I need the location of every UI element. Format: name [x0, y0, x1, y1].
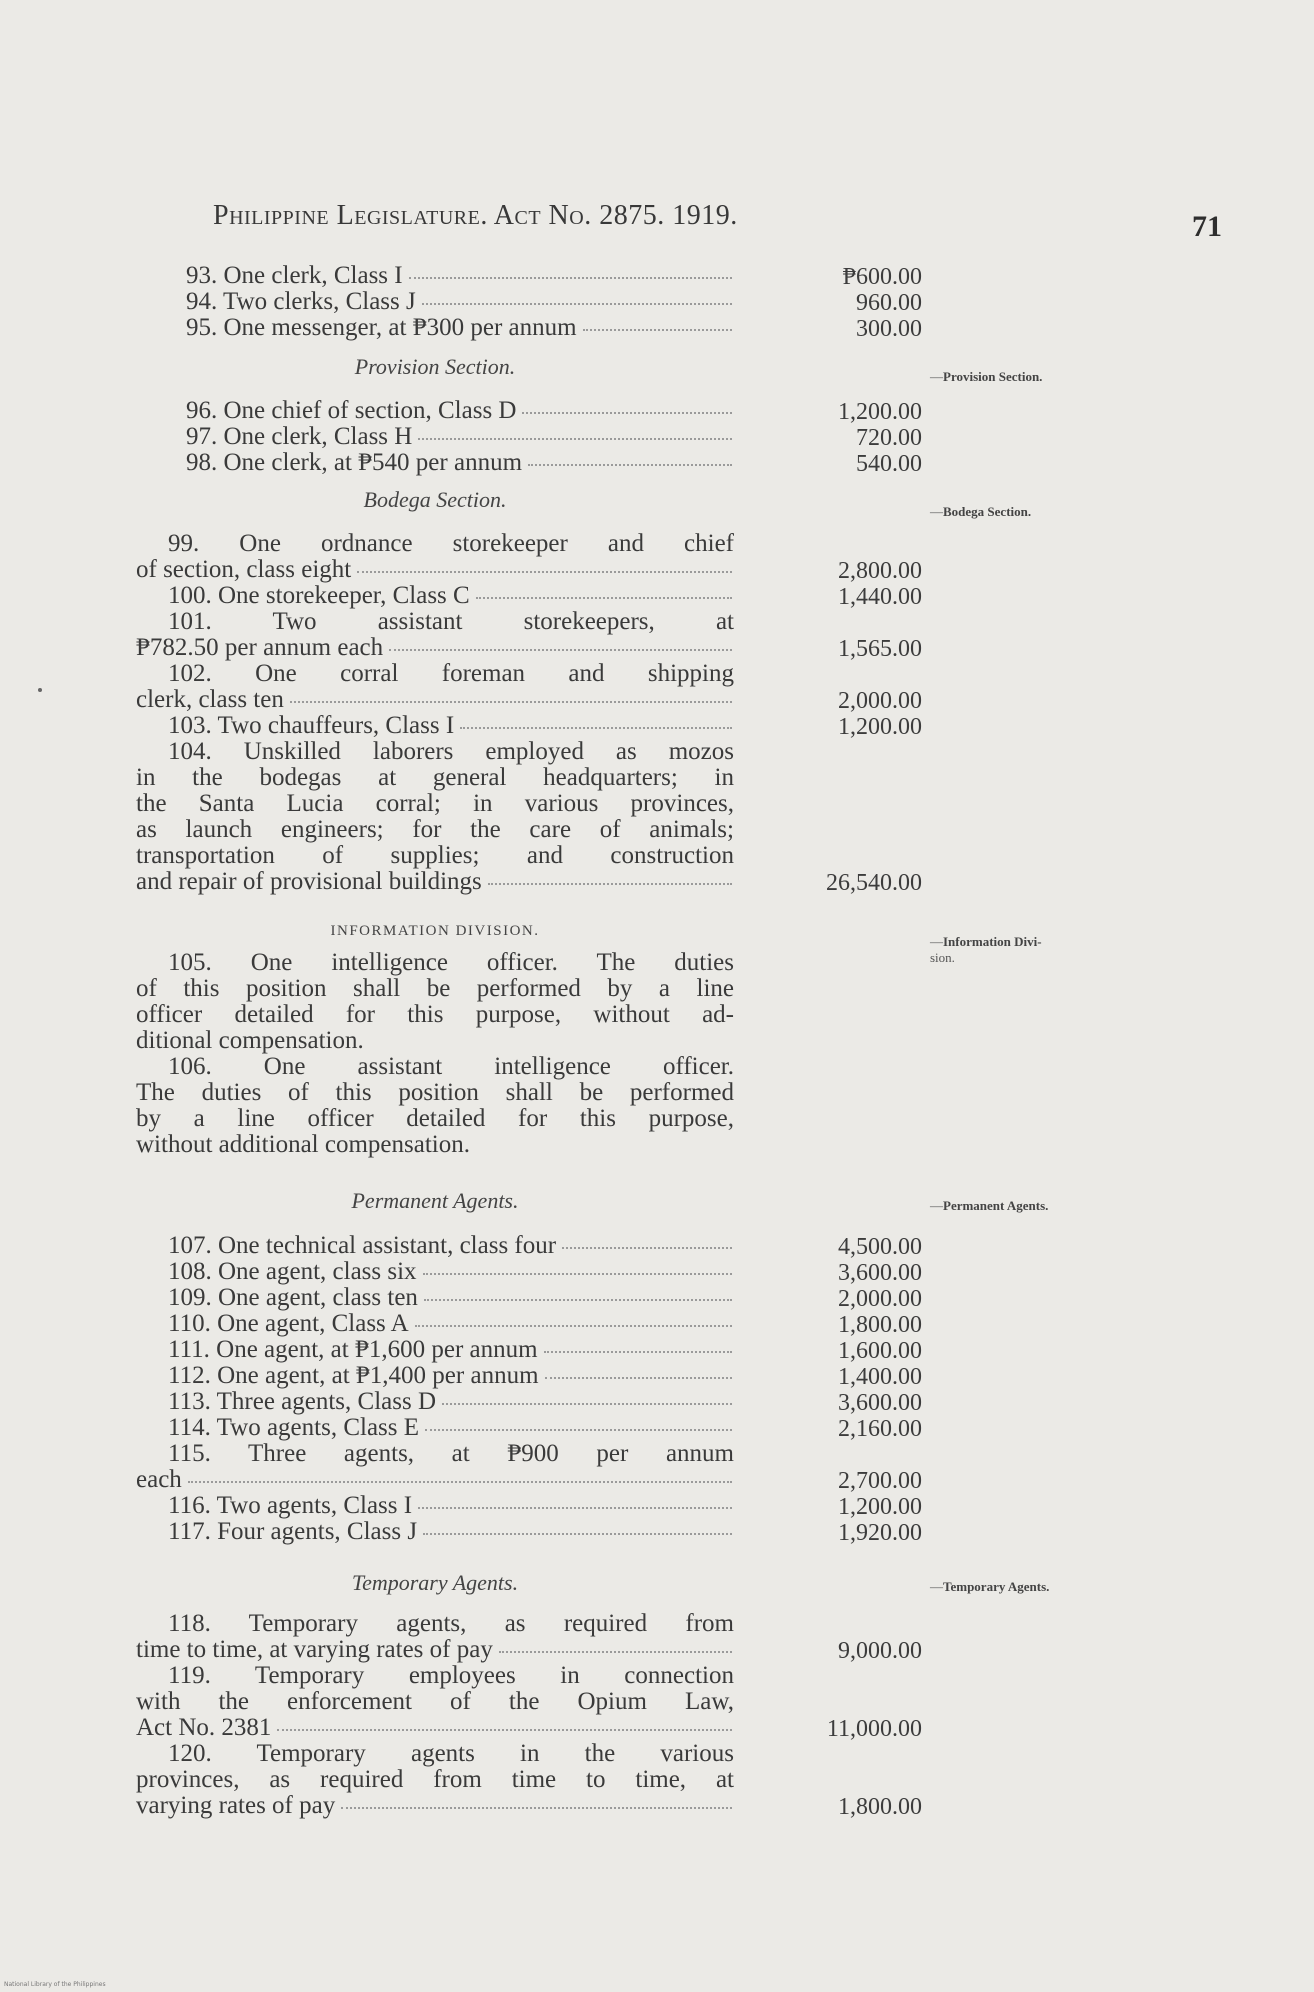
entry-101-line-1: 101. Two assistant storekeepers, at: [168, 608, 734, 635]
margin-note-temporary: [930, 1579, 1130, 1595]
entry-110-line-1: [168, 1310, 734, 1337]
entry-97-amount: 720.00: [856, 425, 922, 451]
entry-99-line-2: [136, 556, 734, 583]
dot-leader: [188, 1479, 732, 1483]
margin-note-text: Permanent Agents.: [943, 1198, 1049, 1213]
entry-105-line-3: officer detailed for this purpose, without ad-: [136, 1001, 734, 1028]
entry-104-line-1: 104. Unskilled laborers employed as mozos: [168, 738, 734, 765]
entry-text: 111. One agent, at ₱1,600 per annum: [168, 1336, 538, 1363]
entry-text: 94. Two clerks, Class J: [186, 288, 416, 315]
entry-120-line-3: [136, 1792, 734, 1819]
entry-text: 93. One clerk, Class I: [186, 262, 403, 289]
entry-97-line-1: [186, 423, 734, 450]
entry-104-line-5: transportation of supplies; and construction: [136, 842, 734, 869]
entry-text: 116. Two agents, Class I: [168, 1492, 413, 1519]
margin-note-permanent: [930, 1198, 1130, 1214]
margin-note-bodega: [930, 504, 1130, 520]
dot-leader: [423, 1531, 732, 1535]
entry-text: each: [136, 1466, 182, 1493]
entry-text: and repair of provisional buildings: [136, 868, 482, 895]
entry-115-amount: 2,700.00: [838, 1468, 922, 1494]
entry-95-amount: 300.00: [856, 316, 922, 342]
entry-96-amount: 1,200.00: [838, 399, 922, 425]
entry-119-line-1: 119. Temporary employees in connection: [168, 1662, 734, 1689]
entry-116-line-1: [168, 1492, 734, 1519]
margin-note-text: Provision Section.: [943, 369, 1043, 384]
section-heading-bodega: Bodega Section.: [363, 487, 507, 512]
dot-leader: [389, 647, 732, 651]
entry-119-line-2: with the enforcement of the Opium Law,: [136, 1688, 734, 1715]
entry-102-line-1: 102. One corral foreman and shipping: [168, 660, 734, 687]
entry-text: 113. Three agents, Class D: [168, 1388, 437, 1415]
section-heading-permanent: Permanent Agents.: [351, 1188, 519, 1213]
entry-111-line-1: [168, 1336, 734, 1363]
entry-text: 114. Two agents, Class E: [168, 1414, 420, 1441]
entry-99-amount: 2,800.00: [838, 558, 922, 584]
dot-leader: [422, 301, 732, 305]
entry-98-amount: 540.00: [856, 451, 922, 477]
entry-103-line-1: [168, 712, 734, 739]
entry-111-amount: 1,600.00: [838, 1338, 922, 1364]
dot-leader: [545, 1375, 732, 1379]
entry-text: varying rates of pay: [136, 1792, 336, 1819]
entry-104-amount: 26,540.00: [826, 870, 922, 896]
running-head-text: Philippine Legislature. Act No. 2875. 1919.: [213, 200, 738, 231]
entry-text: 108. One agent, class six: [168, 1258, 417, 1285]
entry-112-amount: 1,400.00: [838, 1364, 922, 1390]
entry-text: 117. Four agents, Class J: [168, 1518, 418, 1545]
entry-101-line-2: [136, 634, 734, 661]
entry-text: time to time, at varying rates of pay: [136, 1636, 493, 1663]
dot-leader: [277, 1727, 732, 1731]
margin-note-text: Information Divi-: [943, 934, 1042, 949]
margin-note-information: [930, 934, 1130, 966]
dot-leader: [583, 327, 732, 331]
entry-text: of section, class eight: [136, 556, 352, 583]
entry-105-line-2: of this position shall be performed by a line: [136, 975, 734, 1002]
entry-114-line-1: [168, 1414, 734, 1441]
entry-109-line-1: [168, 1284, 734, 1311]
entry-text: 95. One messenger, at ₱300 per annum: [186, 314, 577, 341]
entry-100-line-1: [168, 582, 734, 609]
entry-112-line-1: [168, 1362, 734, 1389]
entry-117-line-1: [168, 1518, 734, 1545]
entry-114-amount: 2,160.00: [838, 1416, 922, 1442]
margin-note-dash: —: [930, 934, 943, 949]
entry-119-amount: 11,000.00: [826, 1716, 922, 1742]
entry-104-line-4: as launch engineers; for the care of animals;: [136, 816, 734, 843]
margin-note-text: Bodega Section.: [943, 504, 1032, 519]
dot-leader: [415, 1323, 732, 1327]
margin-note-continuation: sion.: [930, 950, 955, 965]
entry-106-line-2: The duties of this position shall be performed: [136, 1079, 734, 1106]
entry-93-line-1: [186, 262, 734, 289]
entry-113-line-1: [168, 1388, 734, 1415]
entry-117-amount: 1,920.00: [838, 1520, 922, 1546]
entry-102-amount: 2,000.00: [838, 688, 922, 714]
entry-text: 107. One technical assistant, class four: [168, 1232, 557, 1259]
dot-leader: [418, 436, 732, 440]
entry-105-line-4: ditional compensation.: [136, 1027, 364, 1054]
page-number: 71: [1192, 210, 1222, 243]
entry-text: clerk, class ten: [136, 686, 284, 713]
entry-108-amount: 3,600.00: [838, 1260, 922, 1286]
entry-text: 97. One clerk, Class H: [186, 423, 413, 450]
entry-text: 100. One storekeeper, Class C: [168, 582, 470, 609]
entry-103-amount: 1,200.00: [838, 714, 922, 740]
entry-text: 98. One clerk, at ₱540 per annum: [186, 449, 523, 476]
dot-leader: [488, 881, 732, 885]
margin-note-provision: [930, 369, 1130, 385]
entry-106-line-1: 106. One assistant intelligence officer.: [168, 1053, 734, 1080]
archive-credit: National Library of the Philippines: [4, 1981, 106, 1988]
margin-note-dash: —: [930, 1579, 943, 1594]
entry-102-line-2: [136, 686, 734, 713]
dot-leader: [425, 1427, 732, 1431]
scan-speck: [38, 688, 42, 692]
dot-leader: [522, 410, 732, 414]
entry-text: 96. One chief of section, Class D: [186, 397, 517, 424]
section-heading-information: INFORMATION DIVISION.: [330, 923, 540, 939]
entry-107-line-1: [168, 1232, 734, 1259]
entry-118-line-2: [136, 1636, 734, 1663]
entry-120-line-1: 120. Temporary agents in the various: [168, 1740, 734, 1767]
entry-98-line-1: [186, 449, 734, 476]
dot-leader: [424, 1297, 732, 1301]
entry-115-line-2: [136, 1466, 734, 1493]
dot-leader: [442, 1401, 732, 1405]
entry-95-line-1: [186, 314, 734, 341]
entry-text: 112. One agent, at ₱1,400 per annum: [168, 1362, 539, 1389]
dot-leader: [544, 1349, 732, 1353]
entry-118-line-1: 118. Temporary agents, as required from: [168, 1610, 734, 1637]
dot-leader: [357, 569, 732, 573]
entry-104-line-6: [136, 868, 734, 895]
entry-99-line-1: 99. One ordnance storekeeper and chief: [168, 530, 734, 557]
entry-93-amount: ₱600.00: [842, 264, 922, 290]
dot-leader: [290, 699, 732, 703]
entry-104-line-2: in the bodegas at general headquarters; in: [136, 764, 734, 791]
entry-113-amount: 3,600.00: [838, 1390, 922, 1416]
dot-leader: [476, 595, 732, 599]
dot-leader: [562, 1245, 732, 1249]
entry-text: 110. One agent, Class A: [168, 1310, 409, 1337]
entry-107-amount: 4,500.00: [838, 1234, 922, 1260]
entry-text: 109. One agent, class ten: [168, 1284, 418, 1311]
dot-leader: [418, 1505, 732, 1509]
entry-119-line-3: [136, 1714, 734, 1741]
entry-105-line-1: 105. One intelligence officer. The duties: [168, 949, 734, 976]
dot-leader: [341, 1805, 732, 1809]
entry-text: 103. Two chauffeurs, Class I: [168, 712, 455, 739]
dot-leader: [460, 725, 732, 729]
section-heading-temporary: Temporary Agents.: [351, 1570, 519, 1595]
entry-96-line-1: [186, 397, 734, 424]
entry-text: Act No. 2381: [136, 1714, 272, 1741]
entry-118-amount: 9,000.00: [838, 1638, 922, 1664]
dot-leader: [528, 462, 732, 466]
entry-104-line-3: the Santa Lucia corral; in various provinces,: [136, 790, 734, 817]
entry-106-line-4: without additional compensation.: [136, 1131, 470, 1158]
dot-leader: [423, 1271, 732, 1275]
entry-text: ₱782.50 per annum each: [136, 634, 384, 661]
margin-note-dash: —: [930, 504, 943, 519]
dot-leader: [499, 1649, 732, 1653]
entry-109-amount: 2,000.00: [838, 1286, 922, 1312]
entry-120-line-2: provinces, as required from time to time, at: [136, 1766, 734, 1793]
margin-note-text: Temporary Agents.: [943, 1579, 1050, 1594]
entry-120-amount: 1,800.00: [838, 1794, 922, 1820]
entry-116-amount: 1,200.00: [838, 1494, 922, 1520]
entry-94-amount: 960.00: [856, 290, 922, 316]
margin-note-dash: —: [930, 1198, 943, 1213]
entry-110-amount: 1,800.00: [838, 1312, 922, 1338]
dot-leader: [409, 275, 732, 279]
entry-94-line-1: [186, 288, 734, 315]
entry-108-line-1: [168, 1258, 734, 1285]
margin-note-dash: —: [930, 369, 943, 384]
section-heading-provision: Provision Section.: [354, 354, 516, 379]
entry-100-amount: 1,440.00: [838, 584, 922, 610]
entry-115-line-1: 115. Three agents, at ₱900 per annum: [168, 1440, 734, 1467]
entry-106-line-3: by a line officer detailed for this purpose,: [136, 1105, 734, 1132]
entry-101-amount: 1,565.00: [838, 636, 922, 662]
running-head: [213, 200, 738, 232]
